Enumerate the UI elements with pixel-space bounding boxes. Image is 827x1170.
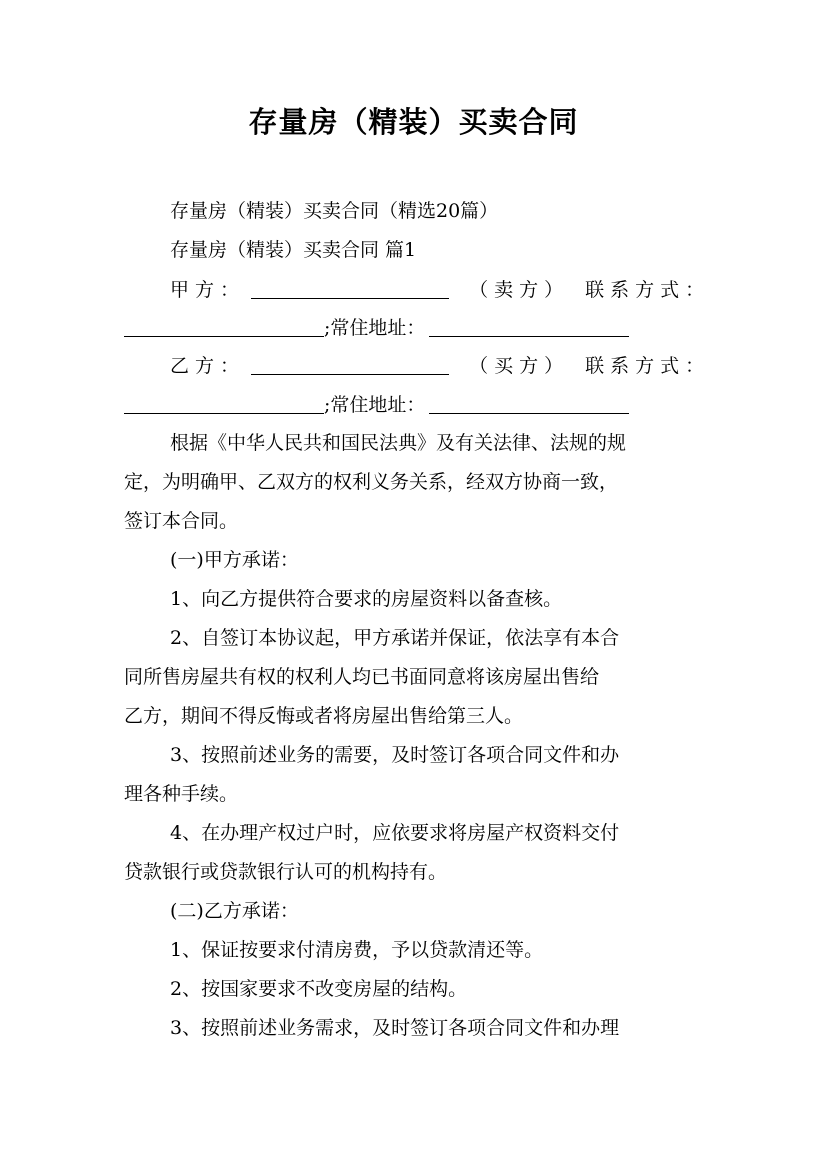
- body-line: 签订本合同。: [124, 510, 239, 532]
- subtitle: 存量房（精装）买卖合同（精选20篇）: [170, 200, 499, 222]
- party-a-contact-blank: [124, 316, 324, 337]
- body-line: 乙方，期间不得反悔或者将房屋出售给第三人。: [124, 705, 524, 727]
- body-line: 4、在办理产权过户时，应依要求将房屋产权资料交付: [170, 822, 620, 844]
- party-a-line: [170, 275, 710, 305]
- party-a-address-blank: [429, 316, 629, 337]
- party-b-line: [170, 351, 710, 381]
- party-b-role: （买方）: [469, 355, 570, 377]
- party-a-address-label: ;常住地址：: [324, 317, 426, 339]
- party-a-name-blank: [251, 278, 449, 299]
- party-a-label: 甲方：: [170, 279, 246, 301]
- body-line: 2、自签订本协议起，甲方承诺并保证，依法享有本合: [170, 627, 620, 649]
- body-line: 1、向乙方提供符合要求的房屋资料以备查核。: [170, 588, 563, 610]
- body-line: 2、按国家要求不改变房屋的结构。: [170, 978, 468, 1000]
- chapter-heading: 存量房（精装）买卖合同 篇1: [170, 239, 417, 261]
- party-a-role: （卖方）: [469, 279, 570, 301]
- party-a-address-line: [124, 313, 704, 343]
- document-title: 存量房（精装）买卖合同: [248, 105, 579, 139]
- party-b-contact-blank: [124, 393, 324, 414]
- party-b-address-line: [124, 390, 704, 420]
- party-b-name-blank: [251, 354, 449, 375]
- party-b-address-label: ;常住地址：: [324, 394, 426, 416]
- body-line: 定，为明确甲、乙双方的权利义务关系，经双方协商一致，: [124, 471, 619, 493]
- body-line: 贷款银行或贷款银行认可的机构持有。: [124, 861, 448, 883]
- body-line: 3、按照前述业务需求，及时签订各项合同文件和办理: [170, 1017, 620, 1039]
- body-line: 根据《中华人民共和国民法典》及有关法律、法规的规: [170, 432, 627, 454]
- section-heading: (二)乙方承诺：: [170, 900, 299, 922]
- section-heading: (一)甲方承诺：: [170, 549, 299, 571]
- body-line: 同所售房屋共有权的权利人均已书面同意将该房屋出售给: [124, 666, 600, 688]
- party-b-label: 乙方：: [170, 355, 246, 377]
- party-b-contact-label: 联系方式：: [585, 355, 711, 377]
- party-a-contact-label: 联系方式：: [585, 279, 711, 301]
- body-line: 3、按照前述业务的需要，及时签订各项合同文件和办: [170, 744, 620, 766]
- body-line: 1、保证按要求付清房费，予以贷款清还等。: [170, 939, 544, 961]
- body-line: 理各种手续。: [124, 783, 239, 805]
- party-b-address-blank: [429, 393, 629, 414]
